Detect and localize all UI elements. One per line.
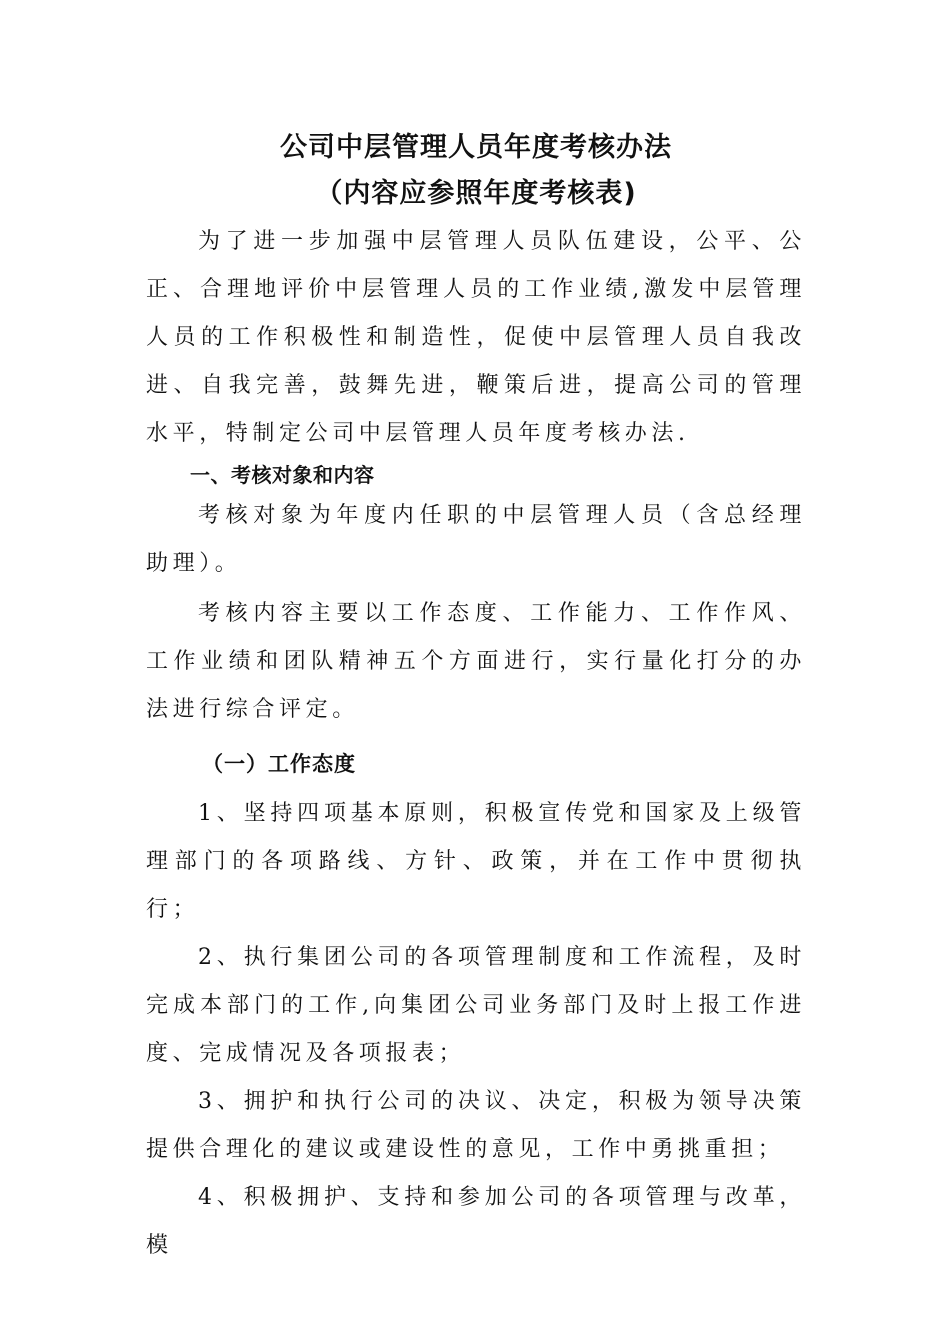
intro-paragraph: 为了进一步加强中层管理人员队伍建设，公平、公正、合理地评价中层管理人员的工作业绩,激发中层管理人员的工作积极性和制造性，促使中层管理人员自我改进、自我完善，鼓舞先进，鞭策后进，提高公司的管理水平，特制定公司中层管理人员年度考核办法.	[146, 229, 806, 446]
list-item: 4、积极拥护、支持和参加公司的各项管理与改革，模	[146, 1185, 806, 1258]
document-subtitle: （内容应参照年度考核表)	[315, 178, 637, 209]
section-paragraph: 考核内容主要以工作态度、工作能力、工作作风、工作业绩和团队精神五个方面进行，实行量化打分的办法进行综合评定。	[146, 601, 806, 722]
list-item: 2、执行集团公司的各项管理制度和工作流程，及时完成本部门的工作,向集团公司业务部门及时上报工作进度、完成情况及各项报表；	[146, 945, 806, 1066]
section-heading: 一、考核对象和内容	[190, 463, 375, 487]
document-page	[146, 128, 806, 1270]
list-item: 1、坚持四项基本原则，积极宣传党和国家及上级管理部门的各项路线、方针、政策，并在工作中贯彻执行；	[146, 801, 806, 922]
list-item: 3、拥护和执行公司的决议、决定，积极为领导决策提供合理化的建议或建设性的意见，工作中勇挑重担；	[146, 1089, 806, 1162]
subsection-heading: （一）工作态度	[202, 752, 356, 776]
section-paragraph: 考核对象为年度内任职的中层管理人员（含总经理助理）。	[146, 503, 806, 576]
document-title: 公司中层管理人员年度考核办法	[280, 132, 672, 163]
